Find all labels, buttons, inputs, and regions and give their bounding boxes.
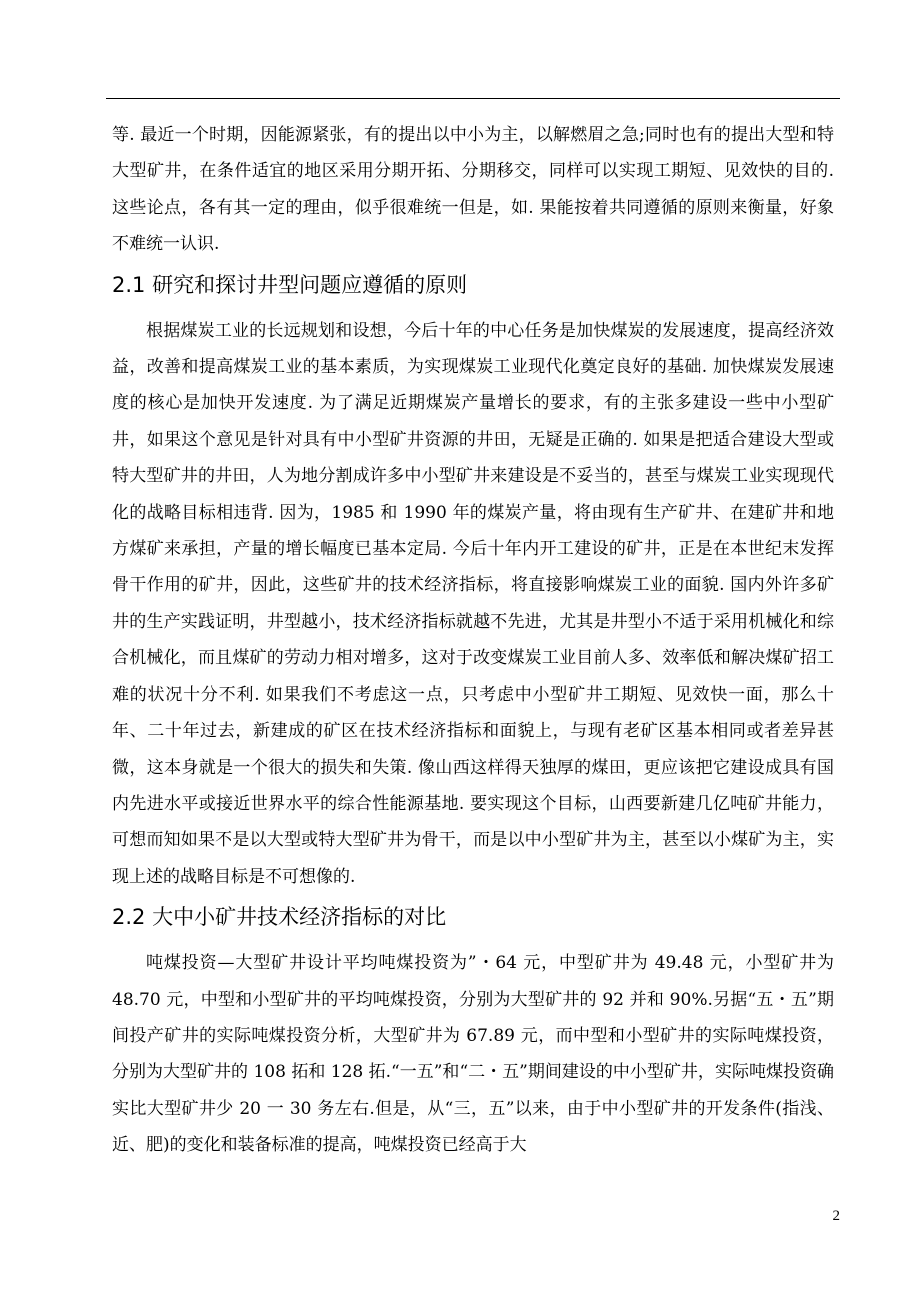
page-body	[112, 117, 834, 1164]
intro-paragraph: 等. 最近一个时期，因能源紧张，有的提出以中小为主，以解燃眉之急;同时也有的提出大型和特大型矿井，在条件适宜的地区采用分期开拓、分期移交，同样可以实现工期短、见效快的目的. 这些论点，各有其一定的理由，似乎很难统一但是，如. 果能按着共同遵循的原则来衡量，好象不难统一认识.	[112, 125, 834, 255]
page-number: 2	[832, 1208, 840, 1224]
header-rule	[106, 98, 840, 99]
section-2-1-paragraph: 根据煤炭工业的长远规划和设想，今后十年的中心任务是加快煤炭的发展速度，提高经济效益，改善和提高煤炭工业的基本素质，为实现煤炭工业现代化奠定良好的基础. 加快煤炭发展速度的核心是加快开发速度. 为了满足近期煤炭产量增长的要求，有的主张多建设一些中小型矿井，如果这个意见是针对具有中小型矿井资源的井田，无疑是正确的. 如果是把适合建设大型或特大型矿井的井田，人为地分割成许多中小型矿井来建设是不妥当的，甚至与煤炭工业实现现代化的战略目标相违背. 因为，1985 和 1990 年的煤炭产量，将由现有生产矿井、在建矿井和地方煤矿来承担，产量的增长幅度已基本定局. 今后十年内开工建设的矿井，正是在本世纪末发挥骨干作用的矿井，因此，这些矿井的技术经济指标，将直接影响煤炭工业的面貌. 国内外许多矿井的生产实践证明，井型越小，技术经济指标就越不先进，尤其是井型小不适于采用机械化和综合机械化，而且煤矿的劳动力相对增多，这对于改变煤炭工业目前人多、效率低和解决煤矿招工难的状况十分不利. 如果我们不考虑这一点，只考虑中小型矿井工期短、见效快一面，那么十年、二十年过去，新建成的矿区在技术经济指标和面貌上，与现有老矿区基本相同或者差异甚微，这本身就是一个很大的损失和失策. 像山西这样得天独厚的煤田，更应该把它建设成具有国内先进水平或接近世界水平的综合性能源基地. 要实现这个目标，山西要新建几亿吨矿井能力，可想而知如果不是以大型或特大型矿井为骨干，而是以中小型矿井为主，甚至以小煤矿为主，实现上述的战略目标是不可想像的.	[112, 320, 834, 887]
section-heading-2-2: 2.2 大中小矿井技术经济指标的对比	[112, 905, 447, 930]
section-heading-2-1: 2.1 研究和探讨井型问题应遵循的原则	[112, 272, 468, 297]
section-2-2-paragraph: 吨煤投资—大型矿井设计平均吨煤投资为”・64 元，中型矿井为 49.48 元，小型矿井为 48.70 元，中型和小型矿井的平均吨煤投资，分别为大型矿井的 92 并和 90%.另据“五・五”期间投产矿井的实际吨煤投资分析，大型矿井为 67.89 元，而中型和小型矿井的实际吨煤投资，分别为大型矿井的 108 拓和 128 拓.“一五”和“二・五”期间建设的中小型矿井，实际吨煤投资确实比大型矿井少 20 一 30 务左右.但是，从“三，五”以来，由于中小型矿井的开发条件(指浅、近、肥)的变化和装备标准的提高，吨煤投资已经高于大	[112, 953, 834, 1156]
